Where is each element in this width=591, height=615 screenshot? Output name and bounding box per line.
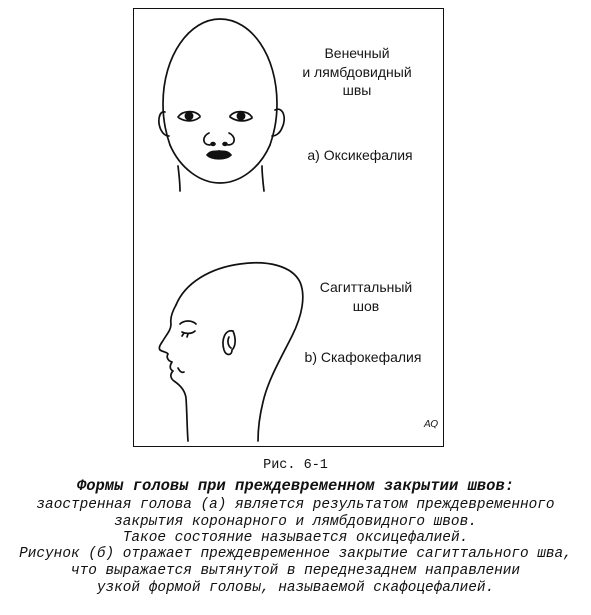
neck-right-line [262, 166, 264, 191]
nostril-left [211, 143, 215, 146]
eyebrow [180, 321, 196, 324]
artist-signature: AQ [424, 419, 438, 430]
panel-a-suture-line-3: швы [342, 82, 372, 98]
caption-line-5: что выражается вытянутой в переднезаднем направлении [70, 563, 521, 579]
caption-line-3: Такое состояние называется оксицефалией. [122, 530, 469, 546]
panel-a-suture-line-1: Венечный [324, 45, 390, 61]
panel-b-suture-line-2: шов [352, 297, 380, 314]
panel-b-name: b) Скафокефалия [304, 349, 422, 365]
ear [223, 331, 235, 355]
nose-right-wing [228, 133, 234, 145]
head-front-view-icon [159, 19, 284, 191]
caption-line-4: Рисунок (б) отражает преждевременное закрытие сагиттального шва, [19, 546, 572, 562]
cheek-line [178, 368, 184, 372]
nose-left-wing [204, 133, 210, 145]
panel-a-name: a) Оксикефалия [307, 147, 413, 163]
nostril-right [223, 143, 227, 146]
head-profile-view-icon [159, 263, 302, 441]
panel-b-suture-line-1: Сагиттальный [319, 279, 413, 295]
cranium-outline [163, 19, 277, 145]
eye-left-pupil [185, 112, 192, 119]
eye-right-pupil [237, 112, 244, 119]
neck-left-line [178, 166, 180, 191]
panel-a-suture-label [287, 44, 427, 100]
caption-line-2: закрытия коронарного и лямбдовидного швов. [114, 514, 477, 530]
caption-title: Формы головы при преждевременном закрытии швов: [76, 477, 515, 495]
figure-number: Рис. 6-1 [263, 458, 328, 473]
mouth [207, 151, 231, 159]
panel-a-suture-line-2: и лямбдовидный [302, 63, 412, 80]
panel-b-suture-label [296, 278, 436, 315]
cranium-back-outline [176, 263, 303, 441]
caption-line-1: заостренная голова (а) является результатом преждевременного [36, 497, 555, 513]
caption-line-6: узкой формой головы, называемой скафоцефалией. [96, 580, 495, 596]
ear-inner [228, 337, 231, 348]
